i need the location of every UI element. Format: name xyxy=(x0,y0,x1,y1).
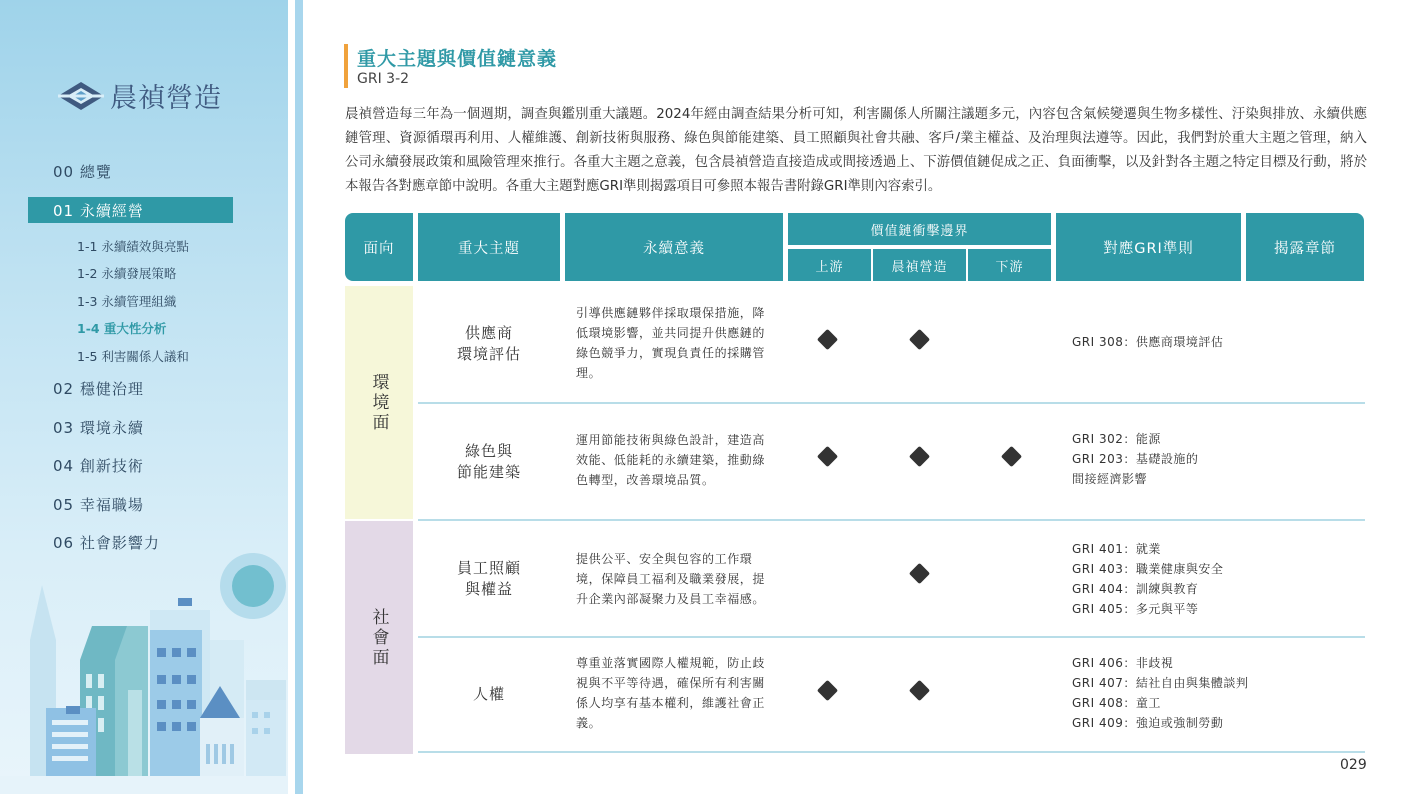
title-accent-bar xyxy=(344,44,348,88)
table-row-gri xyxy=(1072,539,1332,619)
nav-item-environment[interactable]: 03 環境永續 xyxy=(53,419,144,437)
impact-marker-company-icon xyxy=(908,679,929,700)
row-divider xyxy=(418,751,1365,753)
category-label: 社會面 xyxy=(368,607,389,668)
impact-marker-upstream-icon xyxy=(816,679,837,700)
table-row-meaning: 引導供應鏈夥伴採取環保措施，降低環境影響，並共同提升供應鏈的綠色競爭力，實現負責任的採購管理。 xyxy=(576,306,766,380)
gri-item: GRI 401：就業 xyxy=(1072,542,1161,556)
table-row-topic xyxy=(418,286,560,402)
gri-item: 間接經濟影響 xyxy=(1072,472,1148,486)
category-social xyxy=(345,521,413,754)
category-environment xyxy=(345,286,413,519)
header-aspect: 面向 xyxy=(345,213,413,281)
logo-text: 晨禎營造 xyxy=(110,83,222,114)
impact-marker-upstream-icon xyxy=(816,445,837,466)
impact-marker-company-icon xyxy=(908,328,929,349)
topic-line: 人權 xyxy=(472,685,505,703)
impact-marker-company-icon xyxy=(908,445,929,466)
header-boundary: 價值鏈衝擊邊界 xyxy=(788,213,1051,245)
table-row-meaning: 提供公平、安全與包容的工作環境，保障員工福利及職業發展，提升企業內部凝聚力及員工幸福感。 xyxy=(576,552,766,606)
gri-item: GRI 406：非歧視 xyxy=(1072,656,1174,670)
sub-nav-item-stakeholders[interactable]: 1-5 利害關係人議和 xyxy=(77,349,189,364)
topic-line: 員工照顧 xyxy=(456,558,521,577)
city-skyline-illustration xyxy=(0,0,288,794)
header-gri: 對應GRI準則 xyxy=(1056,213,1241,281)
header-chapter: 揭露章節 xyxy=(1246,213,1364,281)
header-upstream: 上游 xyxy=(788,249,871,281)
sidebar-divider xyxy=(288,0,295,794)
row-divider xyxy=(418,402,1365,404)
sidebar-accent-stripe xyxy=(295,0,303,794)
nav-item-innovation[interactable]: 04 創新技術 xyxy=(53,457,144,475)
gri-item: GRI 407：結社自由與集體談判 xyxy=(1072,676,1249,690)
topic-line: 綠色與 xyxy=(464,441,513,460)
gri-item: GRI 408：童工 xyxy=(1072,696,1161,710)
header-downstream: 下游 xyxy=(968,249,1051,281)
gri-item: GRI 403：職業健康與安全 xyxy=(1072,562,1224,576)
header-meaning: 永續意義 xyxy=(565,213,783,281)
gri-item: GRI 409：強迫或強制勞動 xyxy=(1072,716,1224,730)
header-topic: 重大主題 xyxy=(418,213,560,281)
page-title: 重大主題與價值鏈意義 xyxy=(357,48,558,70)
sub-nav-item-performance[interactable]: 1-1 永續績效與亮點 xyxy=(77,239,189,254)
impact-marker-upstream-icon xyxy=(816,328,837,349)
header-company: 晨禎營造 xyxy=(873,249,966,281)
sub-nav-item-organization[interactable]: 1-3 永續管理組織 xyxy=(77,294,177,309)
table-row-meaning: 尊重並落實國際人權規範，防止歧視與不平等待遇，確保所有利害關係人均享有基本權利，維護社會正義。 xyxy=(576,656,766,730)
nav-item-label: 01 永續經營 xyxy=(53,202,144,220)
table-row-topic xyxy=(418,521,560,636)
nav-item-overview[interactable]: 00 總覽 xyxy=(53,163,112,181)
table-row-topic xyxy=(418,404,560,519)
nav-item-workplace[interactable]: 05 幸福職場 xyxy=(53,496,144,514)
topic-line: 環境評估 xyxy=(456,345,521,363)
sidebar xyxy=(0,0,288,794)
table-row-topic xyxy=(418,638,560,751)
table-row-gri xyxy=(1072,332,1332,352)
table-row-gri xyxy=(1072,429,1332,489)
sub-nav-item-strategy[interactable]: 1-2 永續發展策略 xyxy=(77,266,177,281)
row-divider xyxy=(418,519,1365,521)
category-label: 環境面 xyxy=(368,372,389,433)
nav-item-governance[interactable]: 02 穩健治理 xyxy=(53,380,144,398)
topic-line: 節能建築 xyxy=(456,462,521,481)
table-row-gri xyxy=(1072,653,1332,733)
topic-line: 供應商 xyxy=(464,324,513,342)
topic-line: 與權益 xyxy=(464,579,513,598)
row-divider xyxy=(418,636,1365,638)
gri-item: GRI 203：基礎設施的 xyxy=(1072,452,1199,466)
gri-item: GRI 404：訓練與教育 xyxy=(1072,582,1199,596)
gri-item: GRI 308：供應商環境評估 xyxy=(1072,335,1224,349)
page-subtitle: GRI 3-2 xyxy=(357,71,410,87)
intro-paragraph: 晨禎營造每三年為一個週期，調查與鑑別重大議題。2024年經由調查結果分析可知，利害關係人所關注議題多元，內容包含氣候變遷與生物多樣性、汙染與排放、永續供應鏈管理、資源循環再利用、人權維護、創新技術與服務、綠色與節能建築、員工照顧與社會共融、客戶/業主權益、及治理與法遵等。因此，我們對於重大主題之管理，納入公司永續發展政策和風險管理來推行。各重大主題之意義，包含晨禎營造直接造成或間接透過上、下游價值鏈促成之正、負面衝擊，以及針對各主題之特定目標及行動，將於本報告各對應章節中說明。各重大主題對應GRI準則揭露項目可參照本報告書附錄GRI準則內容索引。 xyxy=(345,107,1367,194)
sub-nav-item-materiality[interactable]: 1-4 重大性分析 xyxy=(77,321,167,336)
impact-marker-company-icon xyxy=(908,562,929,583)
nav-item-social-impact[interactable]: 06 社會影響力 xyxy=(53,534,160,552)
page-number: 029 xyxy=(1340,757,1367,773)
gri-item: GRI 405：多元與平等 xyxy=(1072,602,1199,616)
impact-marker-downstream-icon xyxy=(1000,445,1021,466)
gri-item: GRI 302：能源 xyxy=(1072,432,1161,446)
table-row-meaning: 運用節能技術與綠色設計，建造高效能、低能耗的永續建築，推動綠色轉型，改善環境品質。 xyxy=(576,433,766,487)
